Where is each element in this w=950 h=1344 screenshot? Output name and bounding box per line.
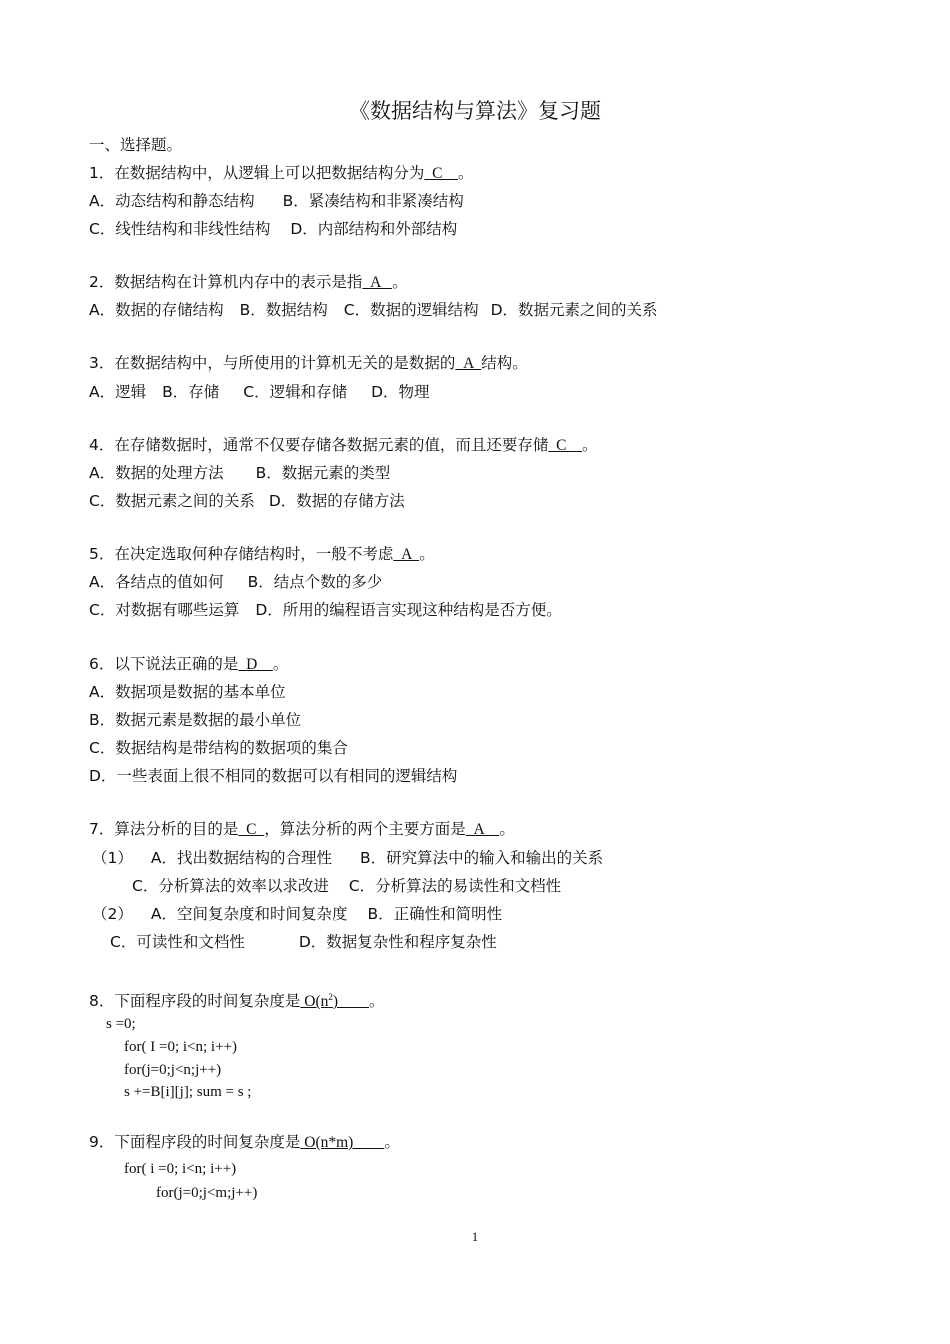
answer-4: C <box>548 437 582 454</box>
code-line: s +=B[i][j]; sum = s ; <box>124 1084 252 1100</box>
question-5: 5．在决定选取何种存储结构时，一般不考虑 A 。 <box>89 545 435 563</box>
answer-7-1: C <box>238 821 265 838</box>
question-1-options-row-2: C．线性结构和非线性结构 D．内部结构和外部结构 <box>89 220 458 238</box>
answer-2: A <box>362 274 393 291</box>
question-8: 8．下面程序段的时间复杂度是 $O(n^2)$ 。 <box>89 992 385 1011</box>
page-title: 《数据结构与算法》复习题 <box>349 99 601 123</box>
question-7-part-1-row-2: C．分析算法的效率以求改进 C．分析算法的易读性和文档性 <box>132 877 562 895</box>
answer-8: $O(n^2)$ <box>300 992 370 1011</box>
question-7-part-2-row-1: （2） A．空间复杂度和时间复杂度 B．正确性和简明性 <box>92 905 503 923</box>
question-4-options-row-2: C．数据元素之间的关系 D．数据的存储方法 <box>89 492 405 510</box>
question-4-options-row-1: A．数据的处理方法 B．数据元素的类型 <box>89 464 391 482</box>
question-4: 4．在存储数据时，通常不仅要存储各数据元素的值，而且还要存储 C 。 <box>89 436 598 454</box>
code-line: for(j=0;j<m;j++) <box>156 1185 258 1201</box>
question-6-option-b: B．数据元素是数据的最小单位 <box>89 711 302 729</box>
code-line: for(j=0;j<n;j++) <box>124 1062 222 1078</box>
question-6-option-c: C．数据结构是带结构的数据项的集合 <box>89 739 348 757</box>
question-9: 9．下面程序段的时间复杂度是 O(n*m) 。 <box>89 1133 400 1151</box>
question-3: 3．在数据结构中，与所使用的计算机无关的是数据的 A 结构。 <box>89 354 528 372</box>
question-3-options: A．逻辑 B．存储 C．逻辑和存储 D．物理 <box>89 383 430 401</box>
answer-9: O(n*m) <box>300 1134 385 1151</box>
question-7-part-1-row-1: （1） A．找出数据结构的合理性 B．研究算法中的输入和输出的关系 <box>92 849 604 867</box>
question-1: 1．在数据结构中，从逻辑上可以把数据结构分为 C 。 <box>89 164 474 182</box>
question-1-options-row-1: A．动态结构和静态结构 B．紧凑结构和非紧凑结构 <box>89 192 464 210</box>
answer-6: D <box>238 656 273 673</box>
question-2: 2．数据结构在计算机内存中的表示是指 A 。 <box>89 273 408 291</box>
answer-3: A <box>455 355 482 372</box>
question-7-part-2-row-2: C．可读性和文档性 D．数据复杂性和程序复杂性 <box>110 933 497 951</box>
section-heading: 一、选择题。 <box>89 136 183 154</box>
page-number: 1 <box>471 1229 479 1244</box>
question-7: 7．算法分析的目的是 C ，算法分析的两个主要方面是 A 。 <box>89 820 515 838</box>
answer-1: C <box>424 165 458 182</box>
question-6-option-d: D．一些表面上很不相同的数据可以有相同的逻辑结构 <box>89 767 458 785</box>
answer-5: A <box>393 546 420 563</box>
question-5-options-row-1: A．各结点的值如何 B．结点个数的多少 <box>89 573 383 591</box>
code-line: for( I =0; i<n; i++) <box>124 1039 237 1055</box>
question-6-option-a: A．数据项是数据的基本单位 <box>89 683 286 701</box>
code-line: s =0; <box>106 1016 136 1032</box>
answer-7-2: A <box>465 821 500 838</box>
question-5-options-row-2: C．对数据有哪些运算 D．所用的编程语言实现这种结构是否方便。 <box>89 601 562 619</box>
code-line: for( i =0; i<n; i++) <box>124 1161 237 1177</box>
question-2-options: A．数据的存储结构 B．数据结构 C．数据的逻辑结构 D．数据元素之间的关系 <box>89 301 658 319</box>
question-6: 6．以下说法正确的是 D 。 <box>89 655 289 673</box>
